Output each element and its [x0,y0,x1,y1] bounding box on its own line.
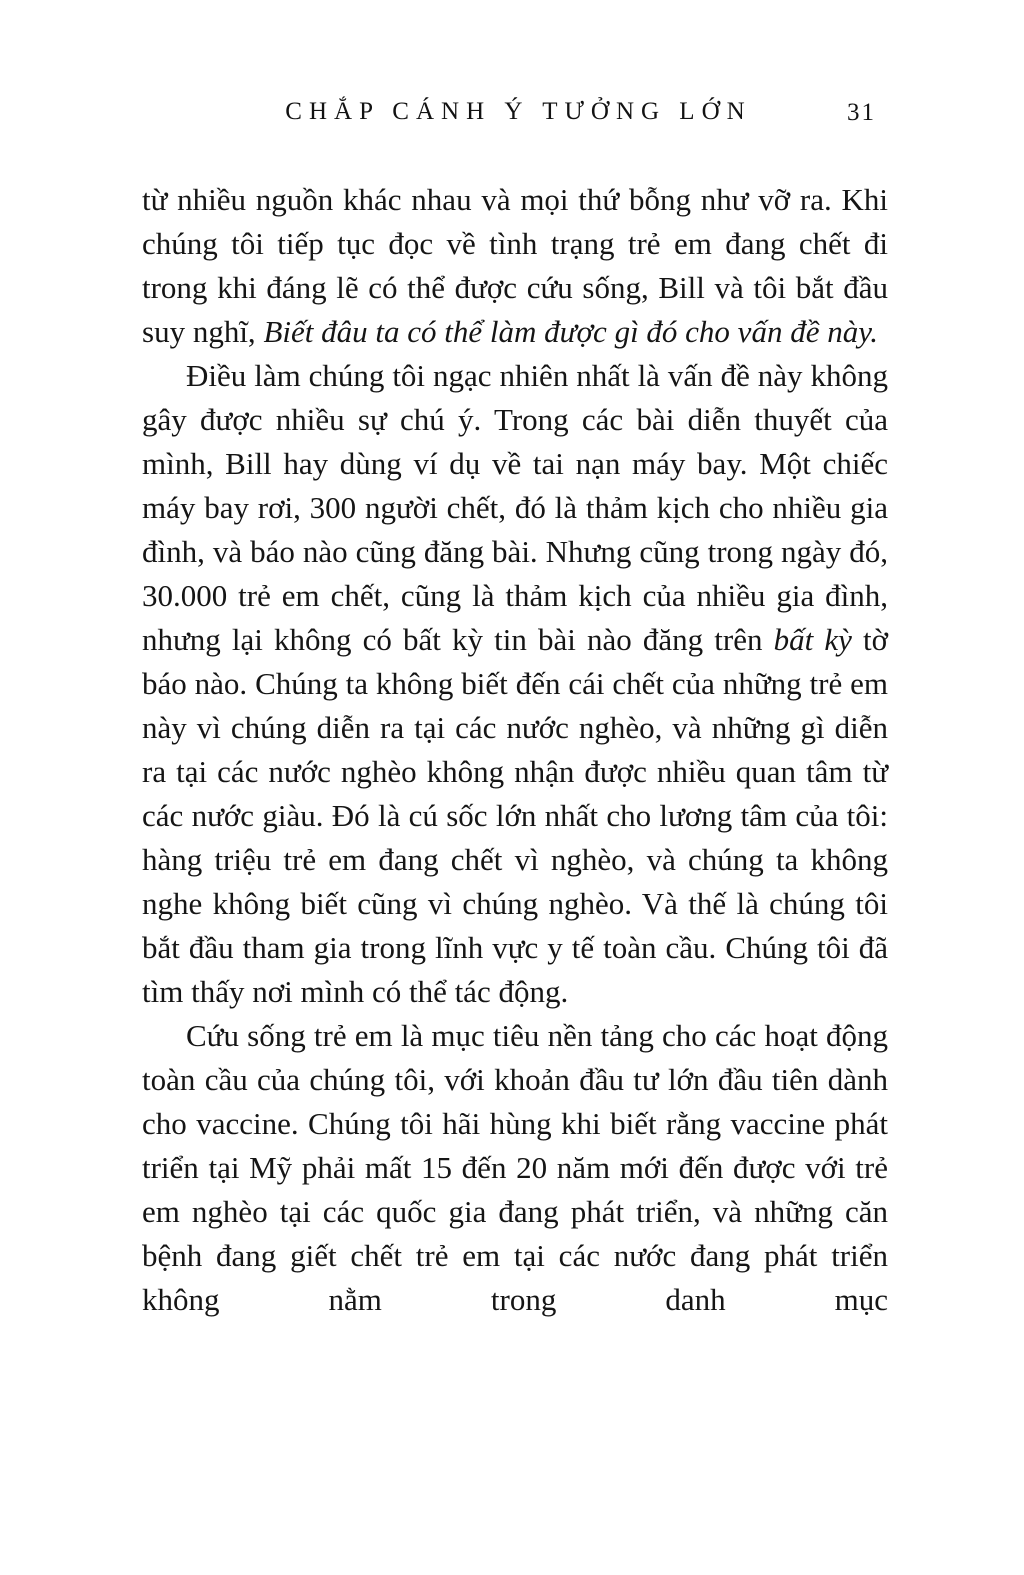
italic-text-run: bất kỳ [773,622,852,657]
page-header [142,98,888,132]
italic-text-run: Biết đâu ta có thể làm được gì đó cho vấn đề này. [263,314,879,349]
paragraph [142,354,888,1014]
text-run: Điều làm chúng tôi ngạc nhiên nhất là vấn đề này không gây được nhiều sự chú ý. Trong các bài diễn thuyết của mình, Bill hay dùng ví dụ về tai nạn máy bay. Một chiếc máy bay rơi, 300 người chết, đó là thảm kịch cho nhiều gia đình, và báo nào cũng đăng bài. Nhưng cũng trong ngày đó, 30.000 trẻ em chết, cũng là thảm kịch của nhiều gia đình, nhưng lại không có bất kỳ tin bài nào đăng trên [142,358,888,657]
running-title: CHẮP CÁNH Ý TƯỞNG LỚN [285,98,752,125]
page-number: 31 [847,99,876,126]
paragraph [142,178,888,354]
text-run: tờ báo nào. Chúng ta không biết đến cái chết của những trẻ em này vì chúng diễn ra tại các nước nghèo, và những gì diễn ra tại các nước nghèo không nhận được nhiều quan tâm từ các nước giàu. Đó là cú sốc lớn nhất cho lương tâm của tôi: hàng triệu trẻ em đang chết vì nghèo, và chúng ta không nghe không biết cũng vì chúng nghèo. Và thế là chúng tôi bắt đầu tham gia trong lĩnh vực y tế toàn cầu. Chúng tôi đã tìm thấy nơi mình có thể tác động. [142,622,888,1009]
text-run: Cứu sống trẻ em là mục tiêu nền tảng cho các hoạt động toàn cầu của chúng tôi, với khoản đầu tư lớn đầu tiên dành cho vaccine. Chúng tôi hãi hùng khi biết rằng vaccine phát triển tại Mỹ phải mất 15 đến 20 năm mới đến được với trẻ em nghèo tại các quốc gia đang phát triển, và những căn bệnh đang giết chết trẻ em tại các nước đang phát triển không nằm trong danh mục [142,1018,888,1317]
text-run: từ nhiều nguồn khác nhau và mọi thứ bỗng như vỡ ra. Khi chúng tôi tiếp tục đọc về tình trạng trẻ em đang chết đi trong khi đáng lẽ có thể được cứu sống, Bill và tôi bắt đầu suy nghĩ, [142,182,888,349]
paragraph [142,1014,888,1322]
page-body [142,178,888,1322]
